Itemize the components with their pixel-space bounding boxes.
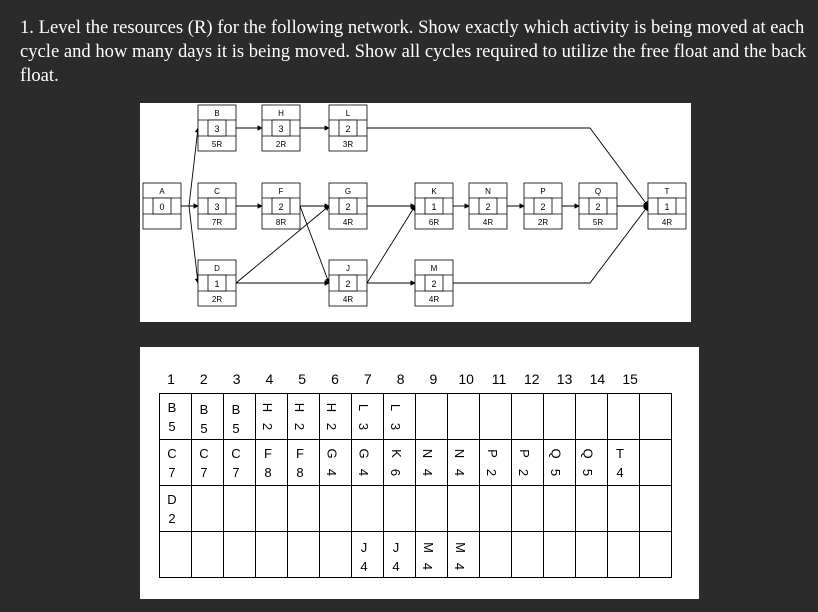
cell-resources: 2 — [168, 511, 176, 526]
schedule-cell — [544, 440, 576, 486]
node-resource-label: 7R — [211, 218, 223, 227]
cell-activity: C — [231, 446, 241, 461]
node-n — [469, 183, 507, 229]
node-id-label: T — [664, 187, 670, 196]
day-header — [140, 371, 699, 391]
node-l — [329, 105, 367, 151]
node-resource-label: 6R — [428, 218, 440, 227]
cell-resources: 4 — [324, 468, 340, 477]
schedule-cell — [608, 532, 640, 578]
cell-activity: J — [392, 540, 400, 555]
cell-activity: M — [452, 542, 468, 553]
cell-activity: B — [199, 402, 209, 417]
cell-activity: G — [356, 448, 372, 459]
node-duration-label: 2 — [345, 124, 351, 134]
cell-resources: 5 — [168, 419, 176, 434]
day-label: 1 — [167, 371, 175, 387]
cell-activity: M — [420, 542, 436, 553]
schedule-cell — [320, 532, 352, 578]
day-label: 7 — [363, 371, 372, 387]
cell-activity: P — [484, 449, 500, 458]
node-m — [415, 260, 453, 306]
node-resource-label: 2R — [275, 140, 287, 149]
day-label: 5 — [298, 371, 307, 387]
cell-resources: 5 — [580, 468, 596, 477]
schedule-cell — [512, 440, 544, 486]
cell-resources: 5 — [200, 421, 208, 436]
schedule-cell — [192, 440, 224, 486]
edge-a-b — [181, 128, 198, 206]
schedule-cell — [416, 486, 448, 532]
question-text: 1. Level the resources (R) for the following network. Show exactly which activity is being moved at each cycle and how many days it is being moved. Show all cycles required to utilize the free float and the back float. — [20, 17, 807, 86]
schedule-cell — [320, 486, 352, 532]
schedule-cell — [512, 394, 544, 440]
cell-activity: D — [167, 492, 177, 507]
node-duration-label: 2 — [540, 202, 546, 212]
network-diagram — [140, 103, 691, 322]
node-id-label: J — [346, 264, 350, 273]
schedule-cell — [576, 532, 608, 578]
node-resource-label: 8R — [275, 218, 287, 227]
node-d — [198, 260, 236, 306]
schedule-cell — [480, 394, 512, 440]
node-id-label: Q — [594, 187, 602, 196]
schedule-cell — [288, 486, 320, 532]
node-resource-label: 4R — [428, 295, 440, 304]
day-label: 10 — [458, 371, 474, 387]
cell-activity: F — [264, 446, 272, 461]
cell-activity: T — [616, 446, 624, 461]
node-f — [262, 183, 300, 229]
cell-activity: F — [296, 446, 304, 461]
schedule-cell — [608, 440, 640, 486]
cell-resources: 3 — [388, 422, 404, 431]
schedule-cell — [640, 440, 672, 486]
day-label: 6 — [331, 371, 339, 387]
day-label: 8 — [396, 371, 405, 387]
node-id-label: D — [214, 264, 220, 273]
node-duration-label: 1 — [664, 202, 670, 212]
schedule-cell — [640, 486, 672, 532]
schedule-cell — [256, 394, 288, 440]
day-label: 9 — [429, 371, 438, 387]
schedule-cell — [576, 440, 608, 486]
day-label: 13 — [556, 371, 573, 387]
schedule-cell — [288, 394, 320, 440]
network-canvas — [140, 103, 691, 322]
cell-resources: 7 — [168, 465, 176, 480]
node-id-label: A — [159, 187, 165, 196]
schedule-cell — [640, 394, 672, 440]
cell-resources: 2 — [292, 422, 308, 431]
day-label: 14 — [589, 371, 606, 387]
node-k — [415, 183, 453, 229]
cell-resources: 4 — [356, 468, 372, 477]
schedule-cell — [448, 394, 480, 440]
schedule-cell — [448, 486, 480, 532]
schedule-cell — [384, 532, 416, 578]
cell-resources: 4 — [392, 559, 400, 574]
cell-resources: 2 — [484, 468, 500, 477]
schedule-cell — [192, 486, 224, 532]
node-duration-label: 1 — [431, 202, 437, 212]
node-p — [524, 183, 562, 229]
cell-activity: Q — [580, 448, 596, 459]
cell-resources: 8 — [296, 465, 304, 480]
cell-resources: 4 — [452, 562, 468, 571]
schedule-cell — [352, 394, 384, 440]
cell-resources: 6 — [388, 468, 404, 477]
cell-resources: 7 — [200, 465, 208, 480]
schedule-cell — [224, 532, 256, 578]
cell-resources: 5 — [548, 468, 564, 477]
schedule-cell — [224, 440, 256, 486]
day-label: 12 — [524, 371, 540, 387]
node-resource-label: 2R — [537, 218, 549, 227]
node-t — [648, 183, 686, 229]
node-resource-label: 4R — [661, 218, 673, 227]
cell-resources: 4 — [420, 562, 436, 571]
schedule-cell — [480, 486, 512, 532]
node-a — [143, 183, 181, 229]
schedule-cell — [640, 532, 672, 578]
schedule-row — [160, 440, 672, 486]
cell-activity: B — [231, 402, 241, 417]
node-q — [579, 183, 617, 229]
schedule-cell — [608, 486, 640, 532]
schedule-cell — [160, 440, 192, 486]
cell-activity: J — [360, 540, 368, 555]
cell-resources: 4 — [616, 465, 624, 480]
node-resource-label: 2R — [211, 295, 223, 304]
schedule-cell — [480, 532, 512, 578]
schedule-cell — [608, 394, 640, 440]
node-id-label: M — [430, 264, 438, 273]
schedule-cell — [352, 486, 384, 532]
schedule-cell — [192, 394, 224, 440]
schedule-cell — [160, 532, 192, 578]
schedule-cell — [416, 440, 448, 486]
schedule-row — [160, 394, 672, 440]
schedule-cell — [320, 394, 352, 440]
schedule-cell — [160, 394, 192, 440]
cell-activity: H — [260, 402, 276, 413]
cell-activity: G — [324, 448, 340, 459]
schedule-cell — [416, 532, 448, 578]
schedule-cell — [288, 440, 320, 486]
schedule-cell — [544, 532, 576, 578]
node-g — [329, 183, 367, 229]
node-resource-label: 5R — [592, 218, 604, 227]
schedule-cell — [384, 440, 416, 486]
cell-resources: 7 — [232, 465, 240, 480]
cell-activity: C — [199, 446, 209, 461]
cell-activity: Q — [548, 448, 564, 459]
node-h — [262, 105, 300, 151]
schedule-row — [160, 532, 672, 578]
cell-resources: 4 — [452, 468, 468, 477]
cell-activity: H — [324, 402, 340, 413]
cell-resources: 8 — [264, 465, 272, 480]
cell-resources: 3 — [356, 422, 372, 431]
node-duration-label: 2 — [431, 279, 437, 289]
node-id-label: C — [214, 187, 220, 196]
cell-activity: L — [388, 403, 404, 412]
schedule-cell — [256, 486, 288, 532]
node-duration-label: 2 — [345, 279, 351, 289]
node-duration-label: 3 — [214, 202, 220, 212]
node-duration-label: 1 — [214, 279, 220, 289]
node-duration-label: 2 — [595, 202, 601, 212]
node-resource-label: 5R — [211, 140, 223, 149]
day-label: 4 — [265, 371, 274, 387]
schedule-cell — [512, 532, 544, 578]
cell-activity: P — [516, 449, 532, 458]
schedule-cell — [576, 486, 608, 532]
schedule-row — [160, 486, 672, 532]
node-resource-label: 4R — [482, 218, 494, 227]
day-label: 15 — [622, 371, 638, 387]
schedule-cell — [544, 394, 576, 440]
node-id-label: P — [540, 187, 546, 196]
node-id-label: F — [278, 187, 284, 196]
cell-resources: 2 — [516, 468, 532, 477]
schedule-cell — [448, 440, 480, 486]
schedule-cell — [352, 532, 384, 578]
cell-activity: C — [167, 446, 177, 461]
cell-resources: 2 — [324, 422, 340, 431]
schedule-cell — [544, 486, 576, 532]
node-id-label: G — [344, 187, 352, 196]
node-duration-label: 2 — [485, 202, 491, 212]
resource-schedule — [140, 347, 699, 599]
schedule-cell — [160, 486, 192, 532]
schedule-cell — [288, 532, 320, 578]
schedule-cell — [352, 440, 384, 486]
cell-activity: N — [420, 448, 436, 459]
node-id-label: B — [214, 109, 220, 118]
schedule-cell — [256, 440, 288, 486]
schedule-cell — [224, 486, 256, 532]
node-resource-label: 4R — [342, 295, 354, 304]
schedule-cell — [576, 394, 608, 440]
schedule-cell — [448, 532, 480, 578]
day-label: 3 — [232, 371, 241, 387]
schedule-grid — [159, 393, 672, 578]
cell-activity: B — [167, 400, 177, 415]
schedule-cell — [384, 394, 416, 440]
cell-resources: 4 — [420, 468, 436, 477]
day-label: 2 — [199, 371, 208, 387]
schedule-cell — [384, 486, 416, 532]
edge-a-d — [181, 206, 198, 283]
schedule-cell — [320, 440, 352, 486]
node-c — [198, 183, 236, 229]
node-duration-label: 3 — [278, 124, 284, 134]
node-id-label: N — [485, 187, 491, 196]
node-resource-label: 3R — [342, 140, 354, 149]
node-j — [329, 260, 367, 306]
schedule-cell — [192, 532, 224, 578]
node-id-label: L — [345, 109, 351, 118]
node-duration-label: 2 — [278, 202, 284, 212]
schedule-cell — [224, 394, 256, 440]
cell-resources: 5 — [232, 421, 240, 436]
node-b — [198, 105, 236, 151]
schedule-cell — [416, 394, 448, 440]
schedule-cell — [256, 532, 288, 578]
cell-resources: 4 — [360, 559, 368, 574]
node-duration-label: 0 — [159, 202, 165, 212]
schedule-cell — [512, 486, 544, 532]
cell-activity: N — [452, 448, 468, 459]
edge-j-k — [367, 206, 415, 283]
node-resource-label: 4R — [342, 218, 354, 227]
cell-resources: 2 — [260, 422, 276, 431]
cell-activity: L — [356, 403, 372, 412]
node-duration-label: 3 — [214, 124, 220, 134]
day-label: 11 — [491, 371, 507, 387]
node-duration-label: 2 — [345, 202, 351, 212]
node-id-label: K — [431, 187, 437, 196]
node-id-label: H — [278, 109, 284, 118]
cell-activity: H — [292, 402, 308, 413]
schedule-cell — [480, 440, 512, 486]
cell-activity: K — [388, 449, 404, 458]
